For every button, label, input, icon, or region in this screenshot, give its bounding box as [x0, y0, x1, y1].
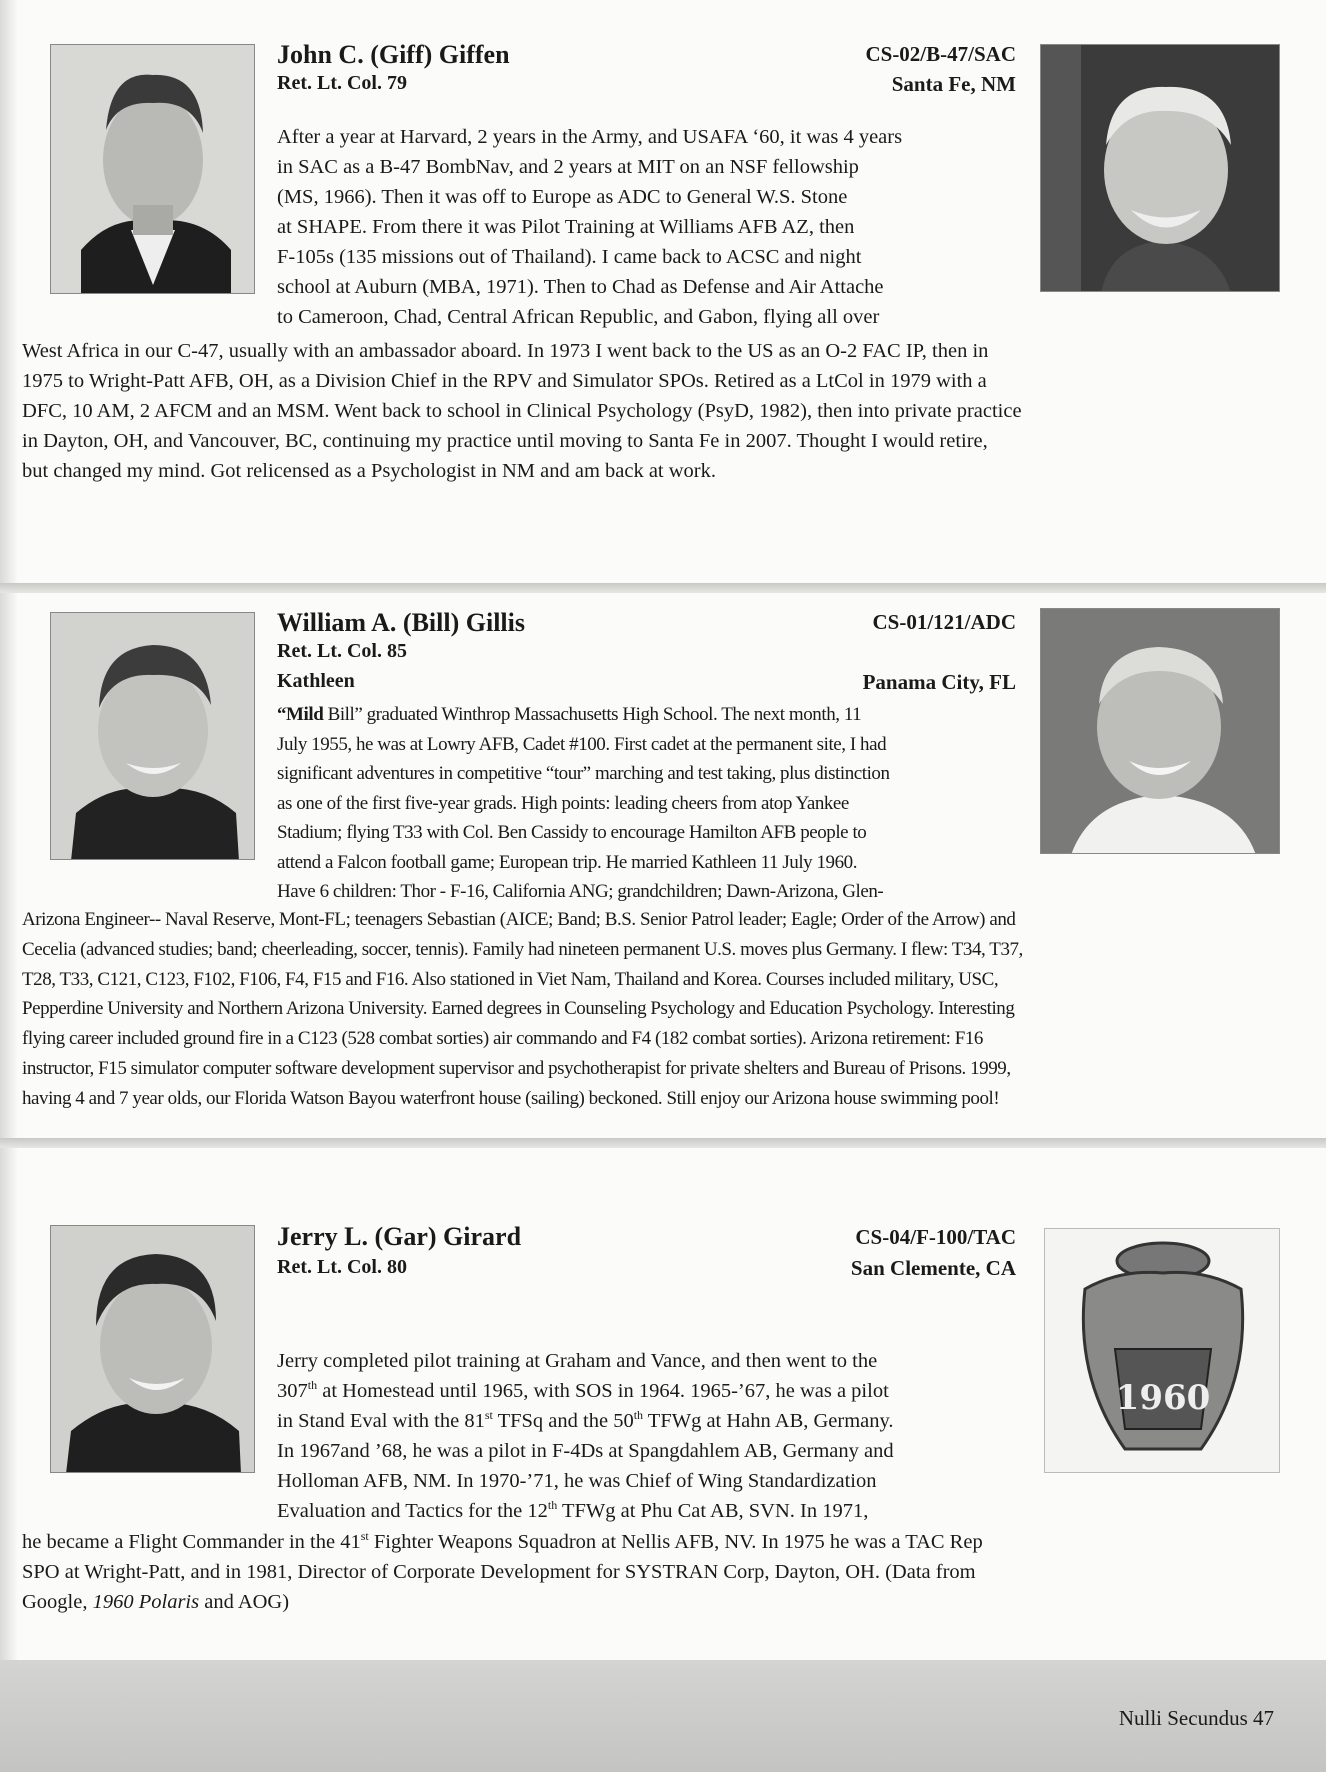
bio-line: in SAC as a B-47 BombNav, and 2 years at MIT on an NSF fellowship [277, 156, 859, 178]
bio-line: but changed my mind. Got relicensed as a Psychologist in NM and am back at work. [22, 460, 717, 482]
location: Panama City, FL [862, 670, 1016, 694]
bio-line: attend a Falcon football game; European trip. He married Kathleen 11 July 1960. [277, 851, 858, 873]
bio-text: and AOG) [199, 1591, 290, 1613]
bio-wide [22, 336, 1244, 486]
bio-line: Have 6 children: Thor - F-16, California ANG; grandchildren; Dawn-Arizona, Glen- [277, 881, 884, 902]
section-divider [0, 1138, 1326, 1148]
class-ring-photo [1044, 1228, 1280, 1473]
bio-line: having 4 and 7 year olds, our Florida Watson Bayou waterfront house (sailing) beckoned. Still enjoy our Arizona house swimming pool! [22, 1087, 1000, 1109]
bio-line-text: Bill” graduated Winthrop Massachusetts High School. The next month, 11 [327, 704, 862, 725]
ring-year: 1960 [1115, 1378, 1211, 1418]
section-divider [0, 583, 1326, 593]
binding-shadow [0, 0, 18, 1772]
bio-narrow [277, 1346, 1015, 1526]
entry-name [277, 608, 525, 638]
rank: Ret. Lt. Col. 80 [277, 1256, 407, 1278]
entry-name [277, 1222, 521, 1252]
cadet-portrait-photo [50, 612, 255, 860]
cadet-portrait-photo [50, 44, 255, 294]
bio-wide [22, 905, 1244, 1114]
bio-line: Cecelia (advanced studies; band; cheerleading, soccer, tennis). Family had nineteen permanent U.S. moves plus Germany. I flew: T34, T37, [22, 938, 1023, 960]
publication-name: Nulli Secundus [1118, 1706, 1248, 1730]
bio-line: In 1967and ’68, he was a pilot in F-4Ds at Spangdahlem AB, Germany and [277, 1440, 894, 1462]
entry-name [277, 40, 510, 70]
bio-text: Google, [22, 1591, 93, 1613]
current-portrait-photo [1040, 608, 1280, 854]
person-name: Jerry L. (Gar) Girard [277, 1222, 522, 1251]
bio-line: Arizona Engineer-- Naval Reserve, Mont-FL; teenagers Sebastian (AICE; Band; B.S. Senior Patrol leader; Eagle; Order of the Arrow) and [22, 909, 1016, 930]
page-footer [1119, 1706, 1274, 1731]
nickname-lead: “Mild [277, 704, 324, 725]
current-portrait-photo [1040, 44, 1280, 292]
bio-line: West Africa in our C-47, usually with an ambassador aboard. In 1973 I went back to the US as an O-2 FAC IP, then in [22, 340, 989, 362]
squadron-code: CS-01/121/ADC [872, 610, 1016, 634]
bio-line: Holloman AFB, NM. In 1970-’71, he was Chief of Wing Standardization [277, 1470, 877, 1492]
location: San Clemente, CA [850, 1256, 1016, 1280]
bio-line: Stadium; flying T33 with Col. Ben Cassidy to encourage Hamilton AFB people to [277, 822, 867, 843]
person-name: William A. (Bill) Gillis [277, 608, 525, 637]
spouse-name: Kathleen [277, 670, 355, 692]
bio-line: July 1955, he was at Lowry AFB, Cadet #100. First cadet at the permanent site, I had [277, 733, 887, 755]
bio-line: he became a Flight Commander in the 41st Fighter Weapons Squadron at Nellis AFB, NV. In 1975 he was a TAC Rep [22, 1529, 983, 1553]
bio-line: in Stand Eval with the 81st TFSq and the 50th TFWg at Hahn AB, Germany. [277, 1408, 894, 1432]
bio-line: Pepperdine University and Northern Arizona University. Earned degrees in Counseling Psychology and Education Psychology. Interesting [22, 998, 1015, 1020]
bio-line: After a year at Harvard, 2 years in the Army, and USAFA ‘60, it was 4 years [277, 126, 903, 148]
bio-line: as one of the first five-year grads. High points: leading cheers from atop Yankee [277, 792, 849, 814]
squadron-code: CS-02/B-47/SAC [865, 42, 1016, 66]
bio-line: 307th at Homestead until 1965, with SOS in 1964. 1965-’67, he was a pilot [277, 1378, 889, 1402]
bio-line: flying career included ground fire in a C123 (528 combat sorties) air commando and F4 (182 combat sorties). Arizona retirement: F16 [22, 1028, 983, 1050]
rank: Ret. Lt. Col. 85 [277, 640, 407, 662]
bio-line: DFC, 10 AM, 2 AFCM and an MSM. Went back to school in Clinical Psychology (PsyD, 1982), then into private practice [22, 400, 1022, 422]
squadron-code: CS-04/F-100/TAC [855, 1225, 1016, 1249]
bio-wide [22, 1527, 1244, 1617]
bio-narrow [277, 700, 1015, 907]
bio-line: to Cameroon, Chad, Central African Republic, and Gabon, flying all over [277, 306, 880, 328]
bio-narrow [277, 122, 1015, 332]
bio-line: in Dayton, OH, and Vancouver, BC, continuing my practice until moving to Santa Fe in 2007. Thought I would retire, [22, 430, 988, 452]
bio-line [22, 1587, 1244, 1617]
bio-line [277, 700, 1015, 730]
bio-line: SPO at Wright-Patt, and in 1981, Director of Corporate Development for SYSTRAN Corp, Dayton, OH. (Data from [22, 1561, 976, 1583]
bio-line: Evaluation and Tactics for the 12th TFWg at Phu Cat AB, SVN. In 1971, [277, 1498, 869, 1522]
page-number: 47 [1253, 1706, 1274, 1730]
bio-line: F-105s (135 missions out of Thailand). I came back to ACSC and night [277, 246, 862, 268]
bio-line: school at Auburn (MBA, 1971). Then to Chad as Defense and Air Attache [277, 276, 884, 298]
person-name: John C. (Giff) Giffen [277, 40, 510, 69]
bio-line: instructor, F15 simulator computer software development supervisor and psychotherapist for private shelters and Bureau of Prisons. 1999, [22, 1057, 1011, 1079]
bio-line: (MS, 1966). Then it was off to Europe as ADC to General W.S. Stone [277, 186, 848, 208]
bio-line: 1975 to Wright-Patt AFB, OH, as a Division Chief in the RPV and Simulator SPOs. Retired as a LtCol in 1979 with a [22, 370, 987, 392]
rank: Ret. Lt. Col. 79 [277, 72, 407, 94]
bio-line: significant adventures in competitive “tour” marching and test taking, plus distinction [277, 763, 890, 784]
bio-line: T28, T33, C121, C123, F102, F106, F4, F15 and F16. Also stationed in Viet Nam, Thailand and Korea. Courses included military, USC, [22, 968, 999, 990]
publication-title: 1960 Polaris [92, 1591, 200, 1613]
cadet-portrait-photo [50, 1225, 255, 1473]
bio-line: Jerry completed pilot training at Graham and Vance, and then went to the [277, 1350, 878, 1372]
bio-line: at SHAPE. From there it was Pilot Training at Williams AFB AZ, then [277, 216, 855, 238]
location: Santa Fe, NM [891, 72, 1016, 96]
